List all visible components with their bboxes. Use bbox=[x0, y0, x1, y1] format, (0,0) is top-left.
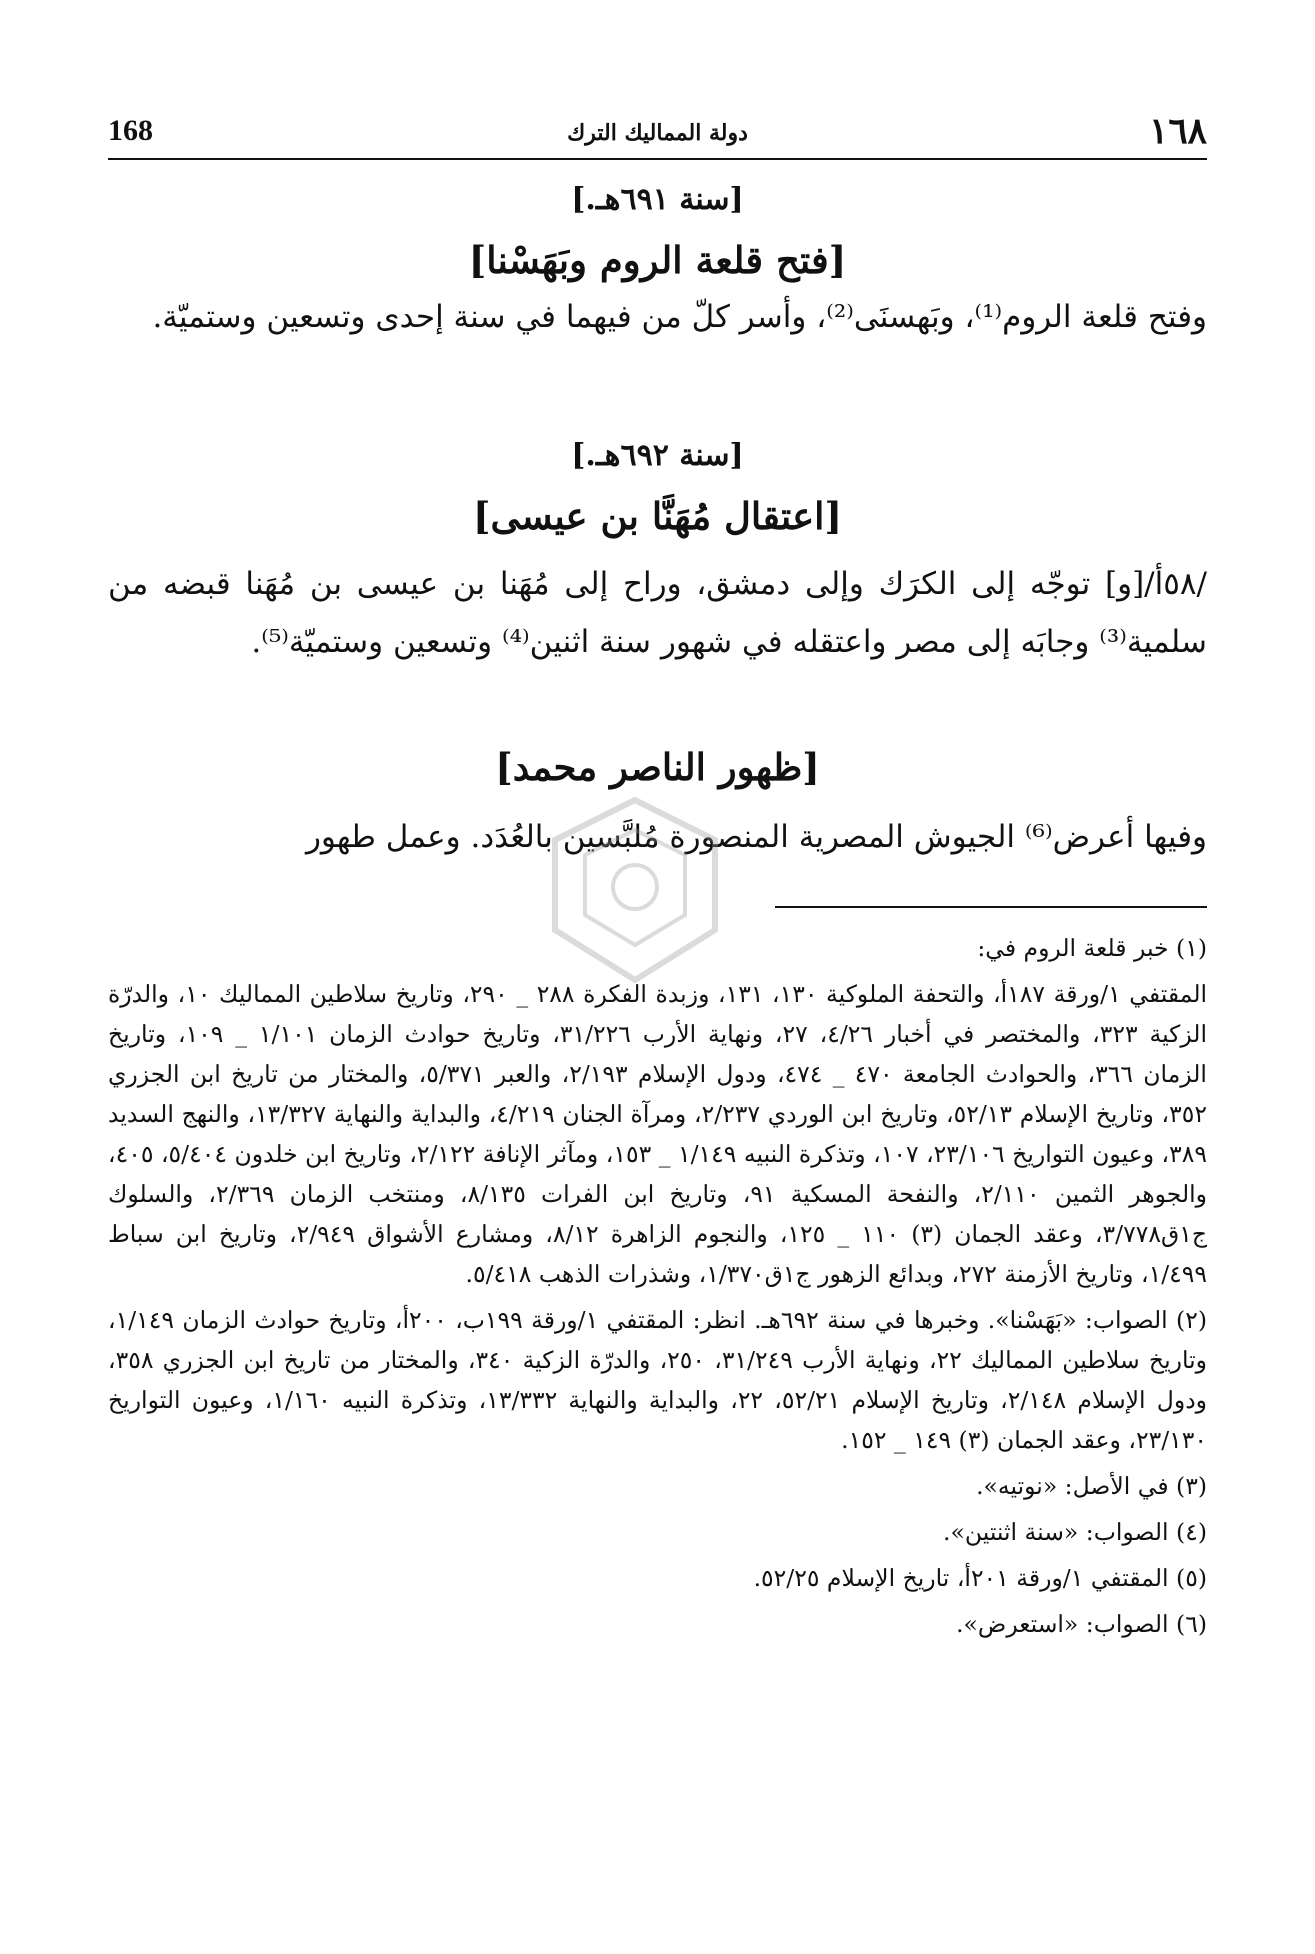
footnote-6: (٦) الصواب: «استعرض». bbox=[956, 1610, 1207, 1638]
paragraph-conquest: وفتح قلعة الروم⁽¹⁾، وبَهسنَى⁽²⁾، وأسر كلّ من فيهما في سنة إحدى وتسعين وستميّة. bbox=[152, 299, 1207, 335]
paragraph-arrest: /٥٨أ/[و] توجّه إلى الكرَك وإلى دمشق، وراح إلى مُهَنا بن عيسى بن مُهَنا قبضه من سلمية⁽³⁾ وجابَه إلى مصر واعتقله في شهور سنة اثنين⁽⁴⁾ وتسعين وستميّة⁽⁵⁾. bbox=[108, 566, 1207, 660]
section-heading-arrest: [اعتقال مُهَنَّا بن عيسى] bbox=[473, 494, 842, 538]
footnote-separator bbox=[775, 906, 1207, 908]
footnote-1-title: (١) خبر قلعة الروم في: bbox=[977, 934, 1207, 962]
footnote-2: (٢) الصواب: «بَهَسْنا». وخبرها في سنة ٦٩٢هـ. انظر: المقتفي ١/ورقة ١٩٩ب، ٢٠٠أ، وتاريخ حوادث الزمان ١/١٤٩، وتاريخ سلاطين المماليك ٢٢، ونهاية الأرب ٣١/٢٤٩، ٢٥٠، والدرّة الزكية ٣٤٠، والمختار من تاريخ ابن الجزري ٣٥٨، ودول الإسلام ٢/١٤٨، وتاريخ الإسلام ٥٢/٢١، ٢٢، والبداية والنهاية ١٣/٣٣٢، وتذكرة النبيه ١/١٦٠، وعيون التواريخ ٢٣/١٣٠، وعقد الجمان (٣) ١٤٩ _ ١٥٢. bbox=[108, 1306, 1208, 1454]
section-heading-conquest: [فتح قلعة الروم وبَهَسْنا] bbox=[468, 238, 847, 282]
year-heading-692: [سنة ٦٩٢هـ.] bbox=[571, 438, 744, 473]
paragraph-nasir: وفيها أعرض⁽⁶⁾ الجيوش المصرية المنصورة مُلبَّسين بالعُدَد. وعمل طهور bbox=[305, 819, 1207, 855]
page-number-latin: 168 bbox=[108, 114, 153, 147]
footnote-5: (٥) المقتفي ١/ورقة ٢٠١أ، تاريخ الإسلام ٥٢/٢٥. bbox=[753, 1564, 1207, 1592]
year-heading-691: [سنة ٦٩١هـ.] bbox=[571, 182, 744, 217]
footnote-1-sources: المقتفي ١/ورقة ١٨٧أ، والتحفة الملوكية ١٣٠، ١٣١، وزبدة الفكرة ٢٨٨ _ ٢٩٠، وتاريخ سلاطين المماليك ١٠، والدرّة الزكية ٣٢٣، والمختصر في أخبار ٤/٢٦، ٢٧، ونهاية الأرب ٣١/٢٢٦، وتاريخ حوادث الزمان ١/١٠١ _ ١٠٩، وتاريخ الزمان ٣٦٦، والحوادث الجامعة ٤٧٠ _ ٤٧٤، ودول الإسلام ٢/١٩٣، والعبر ٥/٣٧١، والمختار من تاريخ ابن الجزري ٣٥٢، وتاريخ الإسلام ٥٢/١٣، وتاريخ ابن الوردي ٢/٢٣٧، ومرآة الجنان ٤/٢١٩، والبداية والنهاية ١٣/٣٢٧، والنهج السديد ٣٨٩، وعيون التواريخ ٢٣/١٠٦، ١٠٧، وتذكرة النبيه ١/١٤٩ _ ١٥٣، ومآثر الإنافة ٢/١٢٢، وتاريخ ابن خلدون ٥/٤٠٤، ٤٠٥، والجوهر الثمين ٢/١١٠، والنفحة المسكية ٩١، وتاريخ ابن الفرات ٨/١٣٥، ومنتخب الزمان ٢/٣٦٩، والسلوك ج١ق٣/٧٧٨، وعقد الجمان (٣) ١١٠ _ ١٢٥، والنجوم الزاهرة ٨/١٢، ومشارع الأشواق ٢/٩٤٩، وتاريخ ابن سباط ١/٤٩٩، وتاريخ الأزمنة ٢٧٢، وبدائع الزهور ج١ق١/٣٧٠، وشذرات الذهب ٥/٤١٨. bbox=[108, 980, 1208, 1288]
page-header bbox=[108, 108, 1207, 160]
page-number-arabic: ١٦٨ bbox=[1148, 110, 1207, 152]
footnotes bbox=[108, 928, 1207, 1650]
section-heading-nasir: [ظهور الناصر محمد] bbox=[495, 745, 820, 789]
footnote-3: (٣) في الأصل: «نوتيه». bbox=[976, 1472, 1207, 1500]
footnote-4: (٤) الصواب: «سنة اثنتين». bbox=[943, 1518, 1207, 1546]
running-title: دولة المماليك الترك bbox=[567, 120, 748, 146]
